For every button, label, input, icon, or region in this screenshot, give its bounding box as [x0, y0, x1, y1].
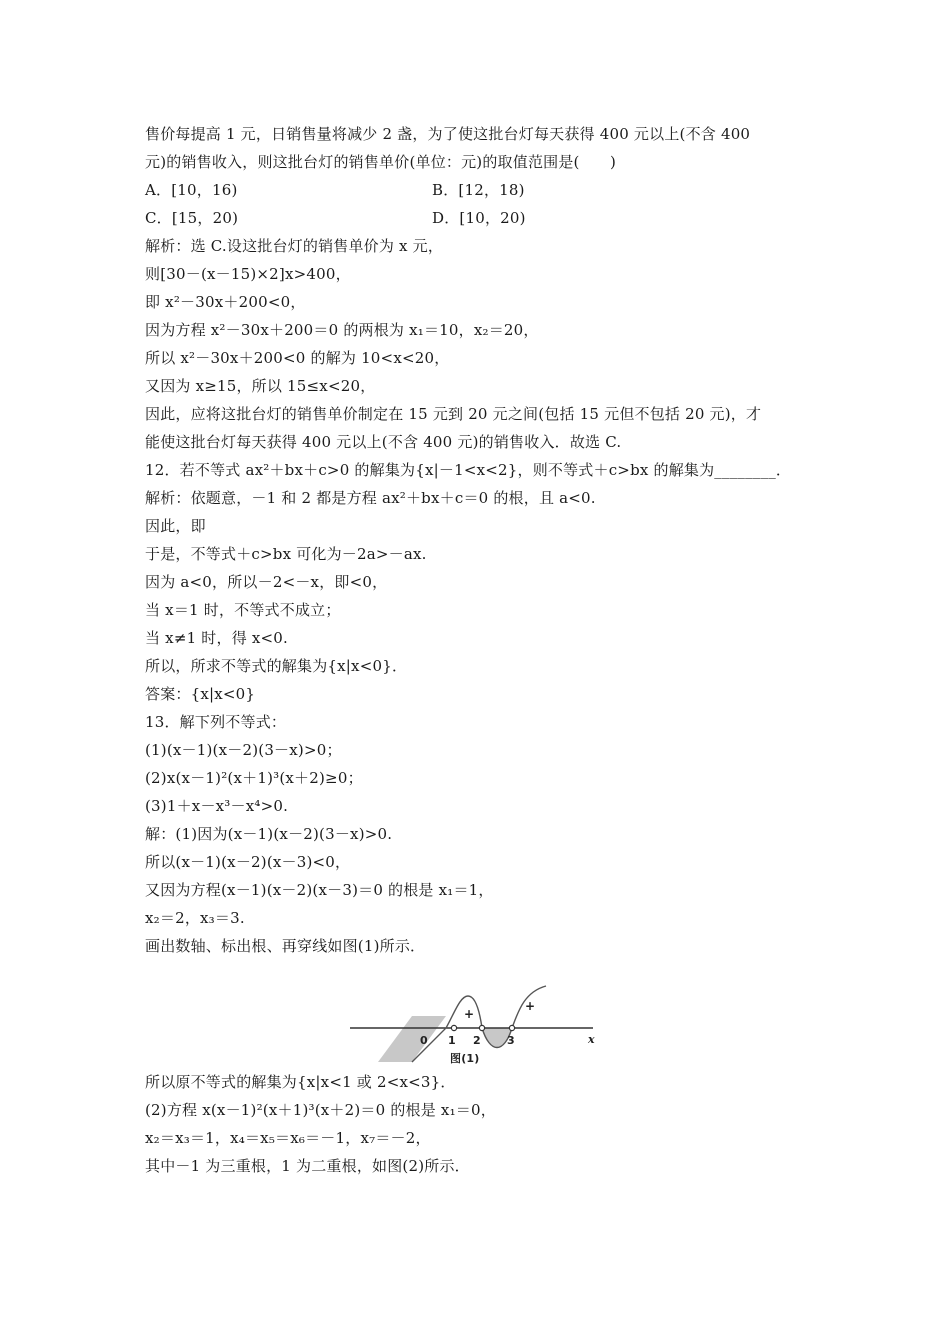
text-line: x₂＝2，x₃＝3.: [145, 909, 245, 927]
text-line: (2)x(x－1)²(x＋1)³(x＋2)≥0；: [145, 769, 363, 787]
text-line: 即 x²－30x＋200<0，: [145, 293, 306, 311]
option-d: D．[10，20): [432, 209, 526, 227]
figure-caption: 图(1): [450, 1052, 480, 1065]
text-line: 解：(1)因为(x－1)(x－2)(3－x)>0.: [145, 825, 393, 843]
tick-label: 0: [420, 1034, 428, 1047]
text-line: 所以原不等式的解集为{x|x<1 或 2<x<3}．: [145, 1073, 456, 1091]
option-b: B．[12，18): [432, 181, 525, 199]
option-row: [145, 176, 810, 204]
text-line: 所以(x－1)(x－2)(x－3)<0，: [145, 853, 351, 871]
root-marker: [509, 1025, 514, 1030]
text-line: 因此，即: [145, 517, 206, 535]
option-row: [145, 204, 810, 232]
text-line: 能使这批台灯每天获得 400 元以上(不含 400 元)的销售收入．故选 C.: [145, 433, 622, 451]
text-line: 当 x＝1 时，不等式不成立；: [145, 601, 341, 619]
figure-1: [145, 970, 810, 1068]
text-line: (1)(x－1)(x－2)(3－x)>0；: [145, 741, 342, 759]
text-line: 因为方程 x²－30x＋200＝0 的两根为 x₁＝10，x₂＝20，: [145, 321, 539, 339]
text-line: 当 x≠1 时，得 x<0.: [145, 629, 289, 647]
text-line: (2)方程 x(x－1)²(x＋1)³(x＋2)＝0 的根是 x₁＝0，: [145, 1101, 496, 1119]
text-line: 解析：依题意，－1 和 2 都是方程 ax²＋bx＋c＝0 的根，且 a<0.: [145, 489, 596, 507]
number-line-diagram: [350, 970, 610, 1066]
tick-label: 1: [448, 1034, 456, 1047]
tick-label: 3: [507, 1034, 515, 1047]
text-line: 售价每提高 1 元，日销售量将减少 2 盏，为了使这批台灯每天获得 400 元以上(不含 400: [145, 125, 751, 143]
option-c: C．[15，20): [145, 209, 239, 227]
text-line: 于是，不等式＋c>bx 可化为－2a>－ax.: [145, 545, 427, 563]
document-body: [145, 120, 810, 1180]
tick-label: 2: [473, 1034, 481, 1047]
text-line: 又因为 x≥15，所以 15≤x<20，: [145, 377, 376, 395]
text-line: 又因为方程(x－1)(x－2)(x－3)＝0 的根是 x₁＝1，: [145, 881, 494, 899]
axis-label: x: [588, 1033, 595, 1046]
text-line: 所以 x²－30x＋200<0 的解为 10<x<20，: [145, 349, 450, 367]
plus-sign: +: [464, 1007, 475, 1021]
answer-line: 答案：{x|x<0}: [145, 685, 256, 703]
text-line: 所以，所求不等式的解集为{x|x<0}．: [145, 657, 408, 675]
question-13: 13．解下列不等式：: [145, 713, 287, 731]
text-line: 解析：选 C.设这批台灯的销售单价为 x 元，: [145, 237, 444, 255]
question-12: 12．若不等式 ax²＋bx＋c>0 的解集为{x|－1<x<2}，则不等式＋c>bx 的解集为________．: [145, 461, 792, 479]
option-a: A．[10，16): [145, 181, 238, 199]
text-line: 元)的销售收入，则这批台灯的销售单价(单位：元)的取值范围是( ): [145, 153, 617, 171]
text-line: 因此，应将这批台灯的销售单价制定在 15 元到 20 元之间(包括 15 元但不包括 20 元)，才: [145, 405, 762, 423]
root-marker: [451, 1025, 456, 1030]
text-line: x₂＝x₃＝1，x₄＝x₅＝x₆＝－1，x₇＝－2，: [145, 1129, 431, 1147]
text-line: 画出数轴、标出根、再穿线如图(1)所示．: [145, 937, 426, 955]
text-line: 其中－1 为三重根，1 为二重根，如图(2)所示．: [145, 1157, 470, 1175]
text-line: (3)1＋x－x³－x⁴>0.: [145, 797, 289, 815]
plus-sign: +: [525, 999, 536, 1013]
text-line: 因为 a<0，所以－2<－x，即<0，: [145, 573, 388, 591]
root-marker: [479, 1025, 484, 1030]
text-line: 则[30－(x－15)×2]x>400，: [145, 265, 351, 283]
